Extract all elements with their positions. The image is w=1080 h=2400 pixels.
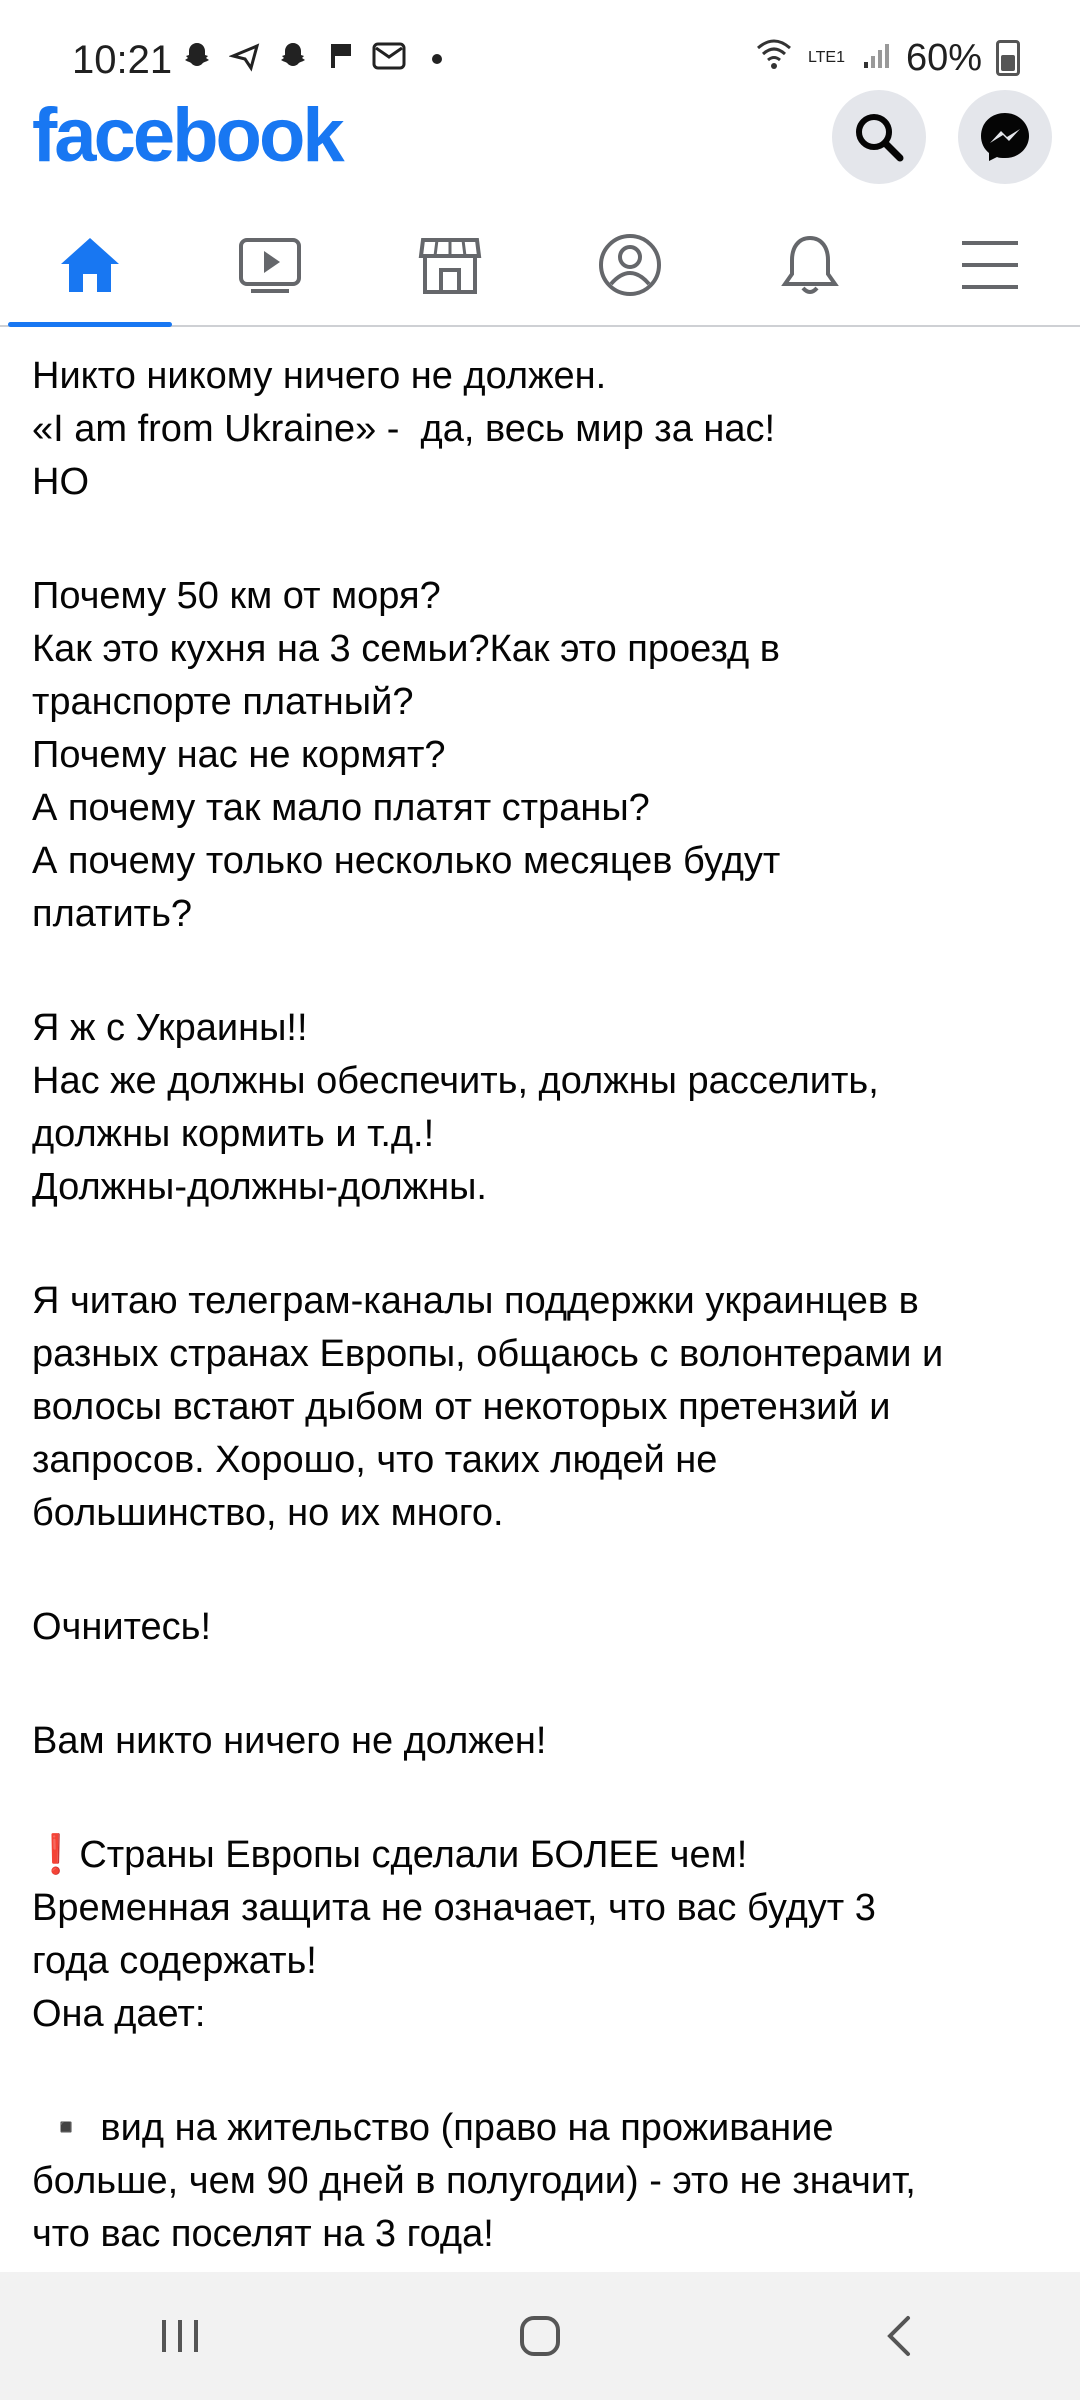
post-blank-line <box>32 1540 1052 1601</box>
signal-icon <box>862 37 892 80</box>
battery-icon <box>996 40 1020 76</box>
post-line: транспорте платный? <box>32 681 414 723</box>
post-blank-line <box>32 509 1052 570</box>
recent-apps-icon <box>158 2316 202 2356</box>
marketplace-icon <box>417 234 483 296</box>
post-line: Вам никто ничего не должен! <box>32 1720 547 1762</box>
wifi-icon <box>754 36 794 80</box>
send-icon <box>228 40 262 74</box>
post-line: Временная защита не означает, что вас будут 3 <box>32 1887 876 1929</box>
tab-video[interactable] <box>180 205 360 325</box>
post-line: Очнитесь! <box>32 1606 212 1648</box>
post-line: Почему нас не кормят? <box>32 734 446 776</box>
battery-percent: 60% <box>905 36 982 79</box>
notifications-icon <box>780 232 840 298</box>
menu-icon <box>960 239 1020 291</box>
post-line: Нас же должны обеспечить, должны расселить, <box>32 1060 879 1102</box>
flag-icon <box>324 40 358 74</box>
post-line: большинство, но их много. <box>32 1492 504 1534</box>
lte-icon: LTE1 <box>807 49 845 66</box>
messenger-icon <box>977 109 1033 165</box>
snapchat-icon <box>276 40 310 74</box>
mail-icon <box>372 40 406 74</box>
back-button[interactable] <box>810 2286 990 2386</box>
tab-notifications[interactable] <box>720 205 900 325</box>
post-line: НО <box>32 461 89 503</box>
home-icon <box>57 234 123 296</box>
tab-profile[interactable] <box>540 205 720 325</box>
tab-home[interactable] <box>0 205 180 325</box>
facebook-logo[interactable]: facebook <box>32 93 342 178</box>
post-line: «I am from Ukraine» - да, весь мир за нас! <box>32 408 776 450</box>
post-line: разных странах Европы, общаюсь с волонтерами и <box>32 1333 944 1375</box>
post-line: Должны-должны-должны. <box>32 1166 487 1208</box>
post-line: года содержать! <box>32 1940 317 1982</box>
search-button[interactable] <box>832 90 926 184</box>
post-line: запросов. Хорошо, что таких людей не <box>32 1439 718 1481</box>
post-blank-line <box>32 2041 1052 2102</box>
recent-apps-button[interactable] <box>90 2286 270 2386</box>
snapchat-icon <box>180 40 214 74</box>
tab-marketplace[interactable] <box>360 205 540 325</box>
home-button[interactable] <box>450 2286 630 2386</box>
tab-menu[interactable] <box>900 205 1080 325</box>
post-line: Как это кухня на 3 семьи?Как это проезд в <box>32 628 780 670</box>
notification-icons <box>180 40 454 74</box>
post-line: Я ж с Украины!! <box>32 1007 308 1049</box>
post-line: Я читаю телеграм-каналы поддержки украинцев в <box>32 1280 919 1322</box>
app-header <box>0 90 1080 220</box>
home-button-icon <box>516 2312 564 2360</box>
post-blank-line <box>32 941 1052 1002</box>
post-line: Никто никому ничего не должен. <box>32 355 607 397</box>
post-blank-line <box>32 1214 1052 1275</box>
post-line: Она дает: <box>32 1993 206 2035</box>
post-line: больше, чем 90 дней в полугодии) - это не значит, <box>32 2160 916 2202</box>
post-line: что вас поселят на 3 года! <box>32 2213 494 2255</box>
messenger-button[interactable] <box>958 90 1052 184</box>
search-icon <box>852 110 906 164</box>
post-line: платить? <box>32 893 193 935</box>
post-line: А почему только несколько месяцев будут <box>32 840 781 882</box>
post-blank-line <box>32 1654 1052 1715</box>
status-bar <box>0 0 1080 90</box>
back-icon <box>880 2312 920 2360</box>
post-line: ❗Страны Европы сделали БОЛЕЕ чем! <box>32 1834 748 1876</box>
dot-icon <box>420 40 454 74</box>
post-line: ▪️ вид на жительство (право на проживание <box>32 2107 834 2149</box>
post-line: А почему так мало платят страны? <box>32 787 650 829</box>
main-nav <box>0 205 1080 327</box>
post-line: волосы встают дыбом от некоторых претензий и <box>32 1386 891 1428</box>
post-line: Почему 50 км от моря? <box>32 575 441 617</box>
post-blank-line <box>32 1768 1052 1829</box>
video-icon <box>237 234 303 296</box>
post-line: должны кормить и т.д.! <box>32 1113 435 1155</box>
system-navigation-bar <box>0 2272 1080 2400</box>
profile-icon <box>597 232 663 298</box>
status-time: 10:21 <box>72 38 173 82</box>
system-icons <box>754 36 1020 80</box>
post-text <box>32 350 1052 2260</box>
